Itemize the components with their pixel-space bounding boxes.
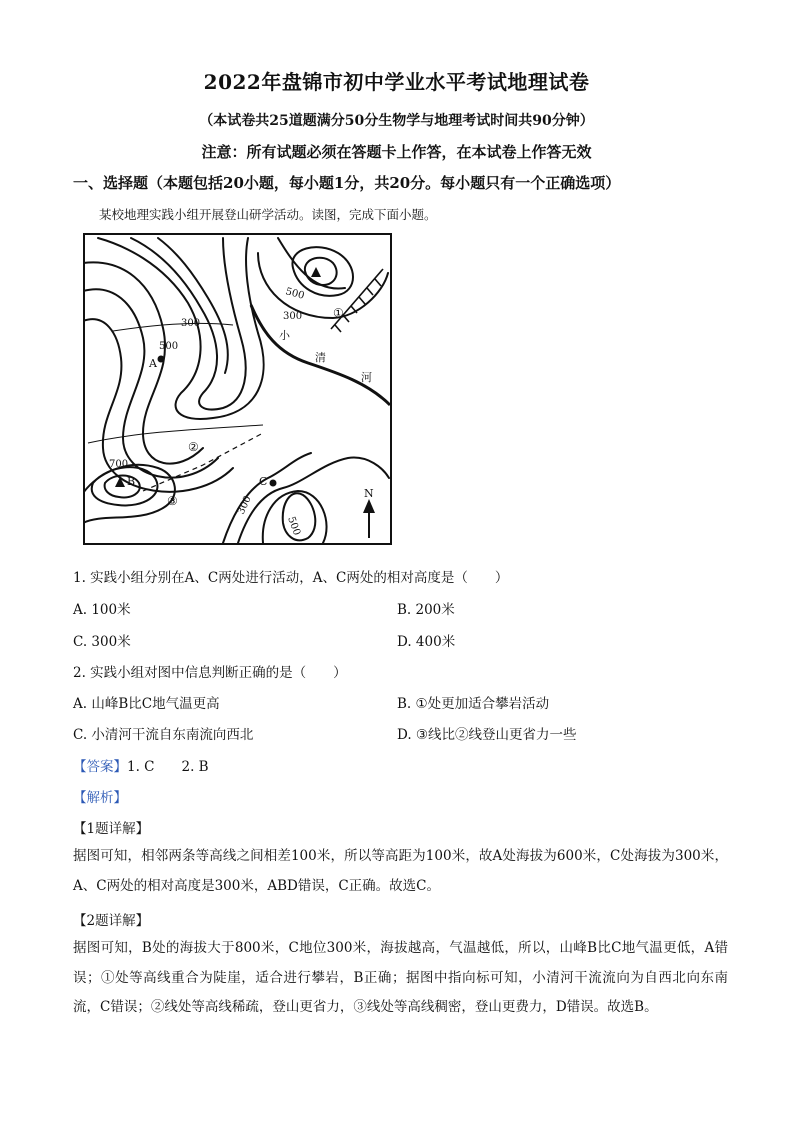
detail-2-heading: 【2题详解】 <box>73 913 150 929</box>
detail-1-heading: 【1题详解】 <box>73 821 150 837</box>
section-heading: 一、选择题（本题包括20小题，每小题1分，共20分。每小题只有一个正确选项） <box>73 174 621 192</box>
point-label-a: A <box>149 357 157 370</box>
contour-label: 500 <box>284 286 306 302</box>
north-label: N <box>364 487 374 500</box>
contour-label: 300 <box>181 318 201 329</box>
point-label-b: B <box>127 475 136 488</box>
point-c <box>270 480 277 487</box>
marker-one: ① <box>333 306 344 320</box>
page-title: 2022年盘锦市初中学业水平考试地理试卷 <box>203 70 590 94</box>
analysis-tag: 【解析】 <box>73 790 127 806</box>
question-1-option-b: B. 200米 <box>397 602 455 618</box>
contour-label: 500 <box>285 515 303 537</box>
question-2-option-b: B. ①处更加适合攀岩活动 <box>397 696 550 712</box>
answer-tag: 【答案】 <box>73 759 127 775</box>
river-label: 清 <box>315 351 326 364</box>
question-2-option-c: C. 小清河干流自东南流向西北 <box>73 727 254 743</box>
question-intro: 某校地理实践小组开展登山研学活动。读图，完成下面小题。 <box>99 207 437 222</box>
river-label: 河 <box>361 371 372 384</box>
question-1-stem: 1. 实践小组分别在A、C两处进行活动，A、C两处的相对高度是（ ） <box>73 570 509 586</box>
marker-two: ② <box>188 440 199 454</box>
question-1-option-c: C. 300米 <box>73 634 131 650</box>
detail-2-text: 据图可知，B处的海拔大于800米，C地位300米，海拔越高，气温越低，所以，山峰B比C地气温更低，A错误；①处等高线重合为陡崖，适合进行攀岩，B正确；据图中指向标可知，小清河干流流向为自西北向东南流，C错误；②线处等高线稀疏，登山更省力，③线处等高线稠密，登山更费力，D错误。故选B。 <box>73 940 728 1015</box>
exam-subtitle: （本试卷共25道题满分50分生物学与地理考试时间共90分钟） <box>199 113 594 129</box>
marker-three: ③ <box>167 494 178 508</box>
question-1-option-d: D. 400米 <box>397 634 456 650</box>
contour-label: 300 <box>283 311 303 322</box>
contour-map <box>83 233 392 545</box>
contour-label: 500 <box>159 341 179 352</box>
detail-1-text: 据图可知，相邻两条等高线之间相差100米，所以等高距为100米，故A处海拔为600米，C处海拔为300米，A、C两处的相对高度是300米，ABD错误，C正确。故选C。 <box>73 848 728 894</box>
river-label: 小 <box>279 329 290 342</box>
question-2-option-a: A. 山峰B比C地气温更高 <box>73 696 220 712</box>
point-label-c: C <box>259 475 268 488</box>
question-2-option-d: D. ③线比②线登山更省力一些 <box>397 727 577 743</box>
answer-line <box>73 755 209 775</box>
exam-notice: 注意：所有试题必须在答题卡上作答，在本试卷上作答无效 <box>201 143 592 161</box>
contour-label: 300 <box>235 494 254 517</box>
question-2-stem: 2. 实践小组对图中信息判断正确的是（ ） <box>73 665 347 681</box>
contour-label: 700 <box>109 459 129 470</box>
point-a <box>158 356 165 363</box>
answer-text: 1. C 2. B <box>127 759 209 775</box>
question-1-option-a: A. 100米 <box>73 602 131 618</box>
